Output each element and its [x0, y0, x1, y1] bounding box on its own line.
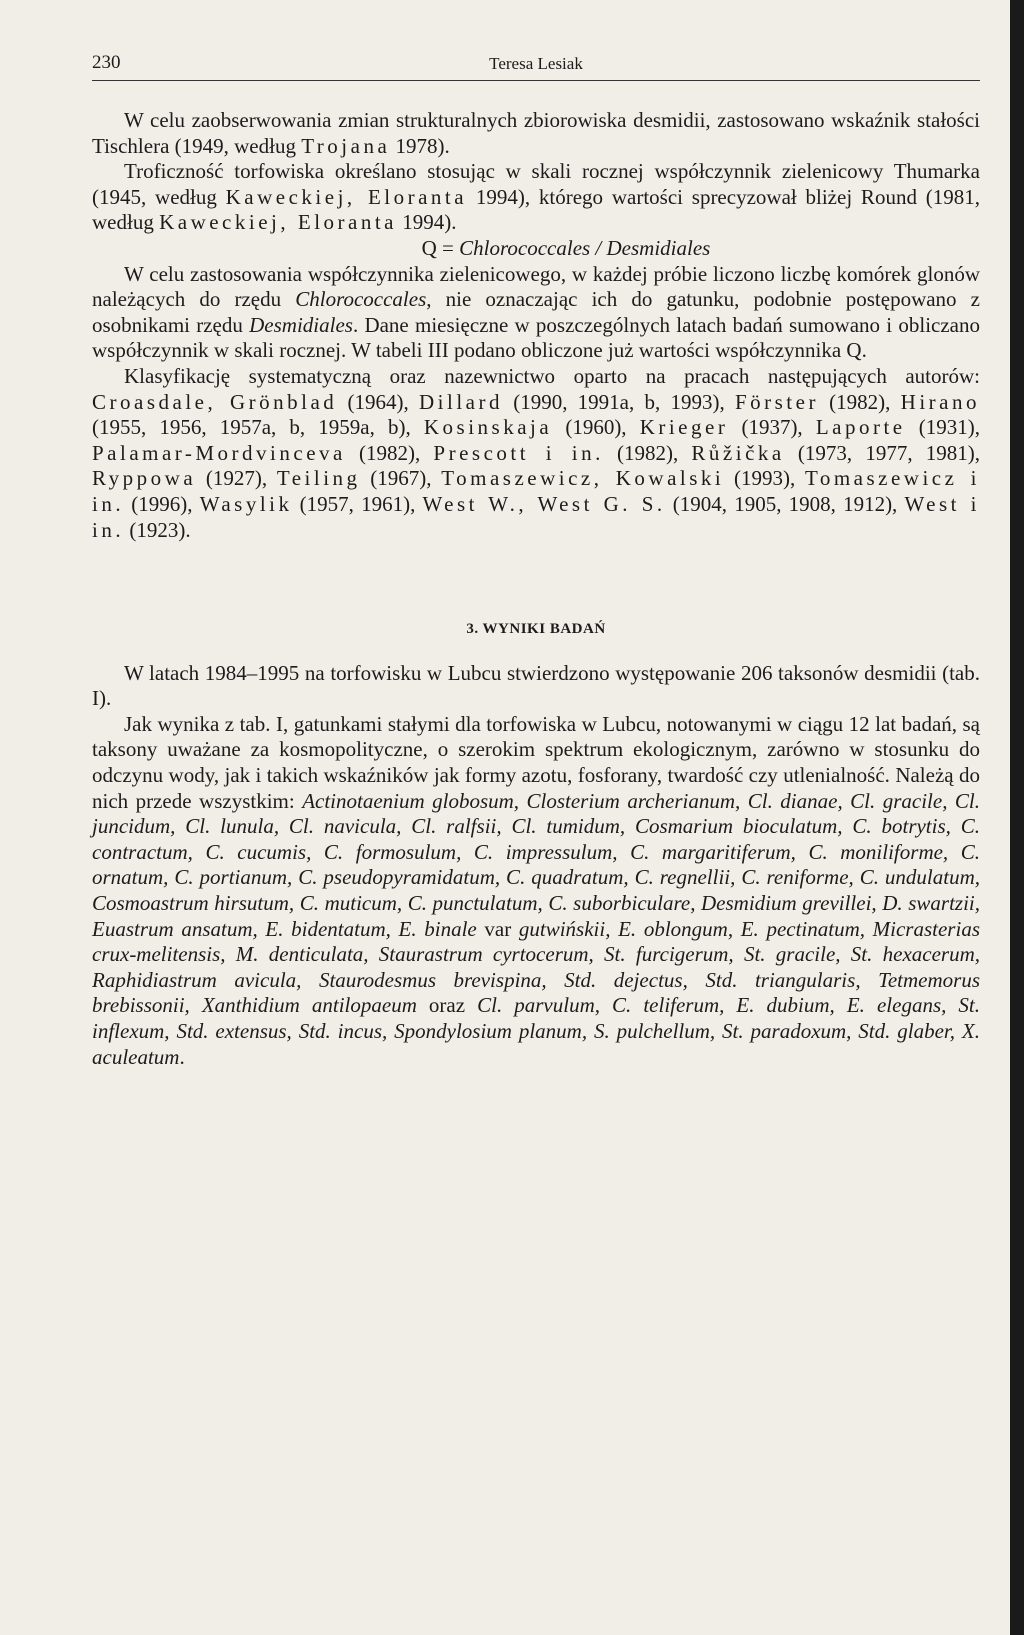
section-heading: 3. WYNIKI BADAŃ: [466, 621, 606, 638]
formula-q: [92, 236, 980, 262]
text: .: [179, 1044, 185, 1069]
text: (1982),: [603, 440, 692, 465]
text: (1937),: [728, 415, 816, 440]
paragraph-troficznosc: [92, 159, 980, 236]
text: (1960),: [552, 415, 640, 440]
author-name: Teiling: [276, 466, 361, 491]
text: (1996),: [124, 491, 200, 516]
author-name: Tomaszewicz, Kowalski: [441, 466, 725, 491]
text: (1955, 1956, 1957a, b, 1959a, b),: [92, 415, 424, 440]
paragraph-wspolczynnik: [92, 262, 980, 364]
text: W celu zastosowania współczynnika zielenicowego, w każdej próbie liczono liczbę komórek glonów należących do rzędu: [92, 261, 980, 312]
text: . Dane miesięczne w poszczególnych latach badań sumowano i obliczano współczynnik w skali rocznej. W tabeli III podano obliczone już wartości współczynnika Q.: [92, 312, 980, 363]
text: 1978).: [390, 133, 450, 158]
text: 1994), którego wartości sprecyzował bliżej Round (1981, według: [92, 184, 980, 235]
taxon-name: Chlorococcales: [295, 287, 427, 312]
author-name: Kaweckiej, Eloranta: [225, 184, 468, 209]
taxon-name: Desmidiales: [249, 312, 353, 337]
text: (1967),: [360, 466, 442, 491]
author-name: West W., West G. S.: [422, 491, 666, 516]
author-name: Růžička: [691, 440, 785, 465]
author-name: Dillard: [418, 389, 503, 414]
formula-expression: Chlorococcales / Desmidiales: [459, 235, 711, 260]
author-name: Prescott i in.: [433, 440, 604, 465]
text: (1990, 1991a, b, 1993),: [502, 389, 735, 414]
author-name: Croasdale, Grönblad: [92, 389, 338, 414]
author-name: West i in.: [92, 491, 980, 542]
text: Jak wynika z tab. I, gatunkami stałymi dla torfowiska w Lubcu, notowanymi w ciągu 12 lat badań, są taksony uważane za kosmopolityczne, o szerokim spektrum ekologicznym, zarówno w stosunku do odczynu wody, jak i takich wskaźników jak formy azotu, fosforany, twardość czy utlenialność. Należą do nich przede wszystkim:: [92, 711, 980, 813]
paragraph-tischler: [92, 108, 980, 159]
paragraph-results-species: [92, 712, 980, 1070]
text: (1973, 1977, 1981),: [784, 440, 980, 465]
text: (1927),: [196, 466, 277, 491]
text: oraz: [416, 993, 478, 1018]
text: (1904, 1905, 1908, 1912),: [665, 491, 905, 516]
author-name: Hirano: [900, 389, 980, 414]
author-name: Laporte: [815, 415, 906, 440]
author-name: Krieger: [639, 415, 729, 440]
article-body: [92, 108, 980, 1070]
text: (1931),: [905, 415, 980, 440]
formula-symbol: Q =: [421, 235, 460, 260]
author-name: Ryppowa: [92, 466, 197, 491]
species-list: gutwińskii, E. oblongum, E. pectinatum, Micrasterias crux-melitensis, M. denticulata, Staurastrum cyrtocerum, St. furcigerum, St. gracile, St. hexacerum, Raphidiastrum avicula, Staurodesmus brevispina, Std. dejectus, Std. triangularis, Tetmemorus brebissonii, Xanthidium antilopaeum: [92, 916, 980, 1018]
text: 1994).: [397, 210, 457, 235]
species-list: Cl. parvulum, C. teliferum, E. dubium, E. elegans, St. inflexum, Std. extensus, Std. incus, Spondylosium planum, S. pulchellum, St. paradoxum, Std. glaber, X. aculeatum: [92, 993, 980, 1069]
text: (1964),: [337, 389, 419, 414]
text: (1993),: [724, 466, 805, 491]
text: (1982),: [345, 440, 434, 465]
running-author: Teresa Lesiak: [489, 54, 583, 73]
author-name: Tomaszewicz i in.: [92, 466, 980, 516]
author-name: Förster: [734, 389, 819, 414]
species-list: Actinotaenium globosum, Closterium archerianum, Cl. dianae, Cl. gracile, Cl. juncidum, Cl. lunula, Cl. navicula, Cl. ralfsii, Cl. tumidum, Cosmarium bioculatum, C. botrytis, C. contractum, C. cucumis, C. formosulum, C. impressulum, C. margaritiferum, C. moniliforme, C. ornatum, C. portianum, C. pseudopyramidatum, C. quadratum, C. regnellii, C. reniforme, C. undulatum, Cosmoastrum hirsutum, C. muticum, C. punctulatum, C. suborbiculare, Desmidium grevillei, D. swartzii, Euastrum ansatum, E. bidentatum, E. binale: [92, 788, 981, 941]
author-name: Wasylik: [199, 491, 293, 516]
paragraph-klasyfikacja: [92, 364, 980, 543]
author-name: Kosinskaja: [423, 415, 553, 440]
text: W celu zaobserwowania zmian strukturalnych zbiorowiska desmidii, zastosowano wskaźnik stałości Tischlera (1949, według: [92, 108, 980, 158]
text: (1923).: [124, 517, 191, 542]
author-name: Kaweckiej, Eloranta: [159, 210, 397, 235]
scan-edge: [1010, 0, 1024, 1635]
author-name: Trojana: [301, 133, 391, 158]
text: , nie oznaczając ich do gatunku, podobnie postępowano z osobnikami rzędu: [92, 287, 980, 337]
page-number: 230: [92, 52, 121, 73]
text: Troficzność torfowiska określano stosując w skali rocznej współczynnik zielenicowy Thumarka (1945, według: [92, 159, 980, 209]
text: Klasyfikację systematyczną oraz nazewnictwo oparto na pracach następujących autorów:: [124, 363, 980, 388]
text: (1982),: [818, 389, 901, 414]
running-header: [92, 50, 980, 81]
paragraph-results-intro: W latach 1984–1995 na torfowisku w Lubcu stwierdzono występowanie 206 taksonów desmidii (tab. I).: [92, 660, 980, 711]
text: var: [476, 916, 519, 941]
author-name: Palamar-Mordvinceva: [92, 440, 346, 465]
text: (1957, 1961),: [292, 491, 423, 516]
